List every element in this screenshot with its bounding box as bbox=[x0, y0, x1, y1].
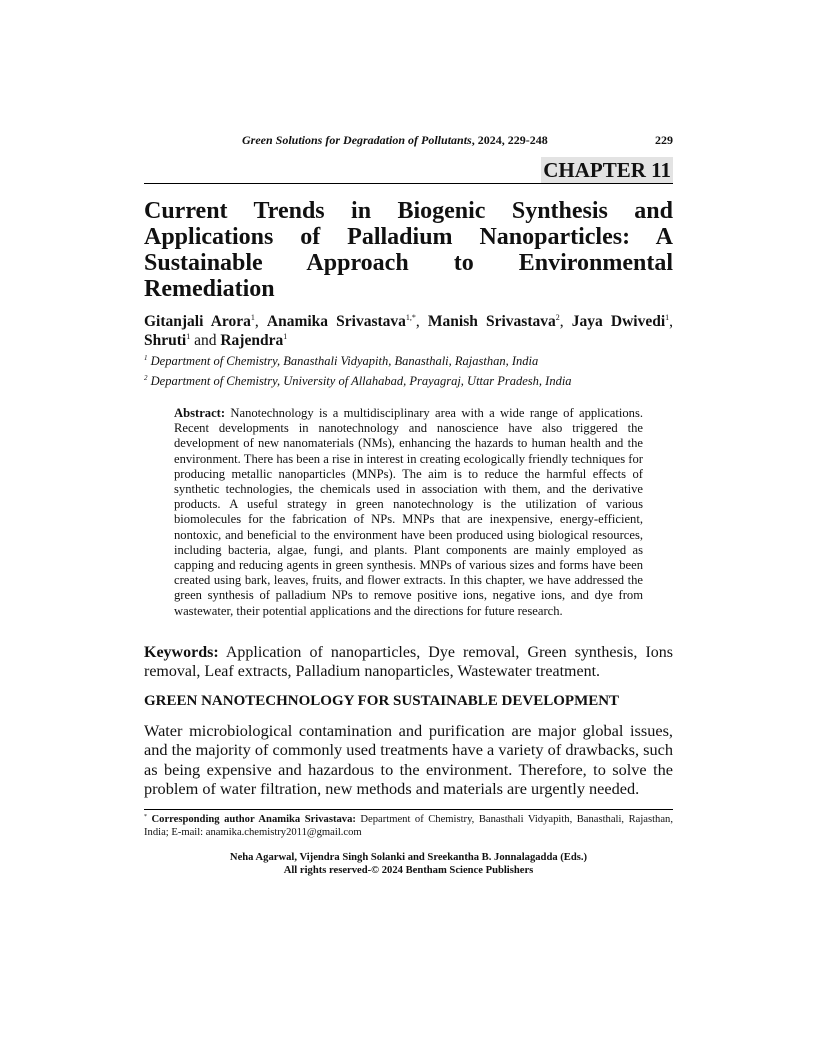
journal-info: , 2024, 229-248 bbox=[471, 133, 548, 147]
footnote-label: Corresponding author Anamika Srivastava: bbox=[147, 813, 356, 825]
affiliation-text: Department of Chemistry, Banasthali Vidyapith, Banasthali, Rajasthan, India bbox=[150, 354, 539, 368]
footnote-text: Department of Chemistry, Banasthali Vidyapith, Banasthali, Rajasthan, India; E-mail: anamika.chemistry2011@gmail.com bbox=[144, 813, 673, 838]
author-sup: 1 bbox=[283, 332, 288, 341]
author-name: Gitanjali Arora bbox=[144, 313, 251, 330]
abstract-label: Abstract: bbox=[174, 406, 226, 420]
body-paragraph: Water microbiological contamination and purification are major global issues, and the majority of commonly used treatments have a variety of drawbacks, such as being expensive and hazardous to the environment. Therefore, to solve the problem of water filtration, new methods and materials are urgently needed. bbox=[144, 720, 673, 799]
running-header bbox=[144, 133, 673, 148]
separator: , bbox=[669, 313, 673, 330]
author-name: Rajendra bbox=[220, 332, 284, 349]
keywords bbox=[144, 643, 673, 682]
section-heading: GREEN NANOTECHNOLOGY FOR SUSTAINABLE DEVELOPMENT bbox=[144, 692, 620, 709]
author-sup: 1 bbox=[186, 332, 191, 341]
chapter-label: CHAPTER 11 bbox=[543, 158, 671, 182]
author-sup: 1 bbox=[665, 313, 670, 322]
journal-title: Green Solutions for Degradation of Pollutants bbox=[242, 133, 472, 147]
publisher-block bbox=[144, 851, 673, 877]
author-name: Jaya Dwivedi bbox=[571, 313, 666, 330]
affiliation-sup: 2 bbox=[144, 374, 148, 382]
page-number: 229 bbox=[655, 133, 673, 147]
author-name: Shruti bbox=[144, 332, 187, 349]
abstract-text: Nanotechnology is a multidisciplinary area with a wide range of applications. Recent developments in nanotechnology and nanoscience have also triggered the development of new nanomaterials (NMs), enhancing the hazards to human health and the environment. There has been a rise in interest in creating ecologically friendly techniques for producing metallic nanoparticles (MNPs). The aim is to reduce the harmful effects of synthetic technologies, the chemicals used in association with them, and the derivative products. A useful strategy in green nanotechnology is the utilization of various biomolecules for the fabrication of NPs. MNPs that are inexpensive, energy-efficient, nontoxic, and beneficial to the environment have been produced using biological resources, including bacteria, algae, fungi, and plants. Plant components are mainly employed as capping and reducing agents in green synthesis. MNPs of various sizes and forms have been created using bark, leaves, fruits, and flower extracts. In this chapter, we have addressed the green synthesis of palladium NPs to remove positive ions, negative ions, and dye from wastewater, their potential applications and the directions for future research. bbox=[174, 406, 643, 618]
copyright-line: All rights reserved-© 2024 Bentham Science Publishers bbox=[283, 864, 534, 876]
affiliation-sup: 1 bbox=[144, 354, 148, 362]
author-list bbox=[144, 312, 673, 350]
affiliation-text: Department of Chemistry, University of Allahabad, Prayagraj, Uttar Pradesh, India bbox=[150, 374, 572, 388]
chapter-title: Current Trends in Biogenic Synthesis and Applications of Palladium Nanoparticles: A Sustainable Approach to Environmental Remediation bbox=[144, 198, 673, 302]
footnote-sup: * bbox=[144, 813, 147, 820]
affiliation bbox=[144, 353, 673, 370]
abstract bbox=[174, 406, 643, 619]
footnote-divider bbox=[144, 809, 673, 810]
chapter-row bbox=[144, 157, 673, 183]
separator: , bbox=[415, 313, 428, 330]
footnote bbox=[144, 813, 673, 839]
separator: , bbox=[254, 313, 267, 330]
author-sup: 1,* bbox=[405, 313, 416, 322]
separator: , bbox=[559, 313, 572, 330]
journal-citation bbox=[242, 133, 548, 148]
keywords-label: Keywords: bbox=[144, 643, 219, 661]
author-sup: 2 bbox=[555, 313, 560, 322]
keywords-text: Application of nanoparticles, Dye removal, Green synthesis, Ions removal, Leaf extracts, Palladium nanoparticles, Wastewater treatment. bbox=[144, 643, 673, 681]
document-page bbox=[144, 0, 673, 877]
author-name: Anamika Srivastava bbox=[266, 313, 406, 330]
editors-line: Neha Agarwal, Vijendra Singh Solanki and Sreekantha B. Jonnalagadda (Eds.) bbox=[229, 851, 588, 863]
affiliation bbox=[144, 373, 673, 390]
header-divider bbox=[144, 183, 673, 184]
separator: and bbox=[190, 332, 221, 349]
author-sup: 1 bbox=[250, 313, 255, 322]
author-name: Manish Srivastava bbox=[427, 313, 556, 330]
